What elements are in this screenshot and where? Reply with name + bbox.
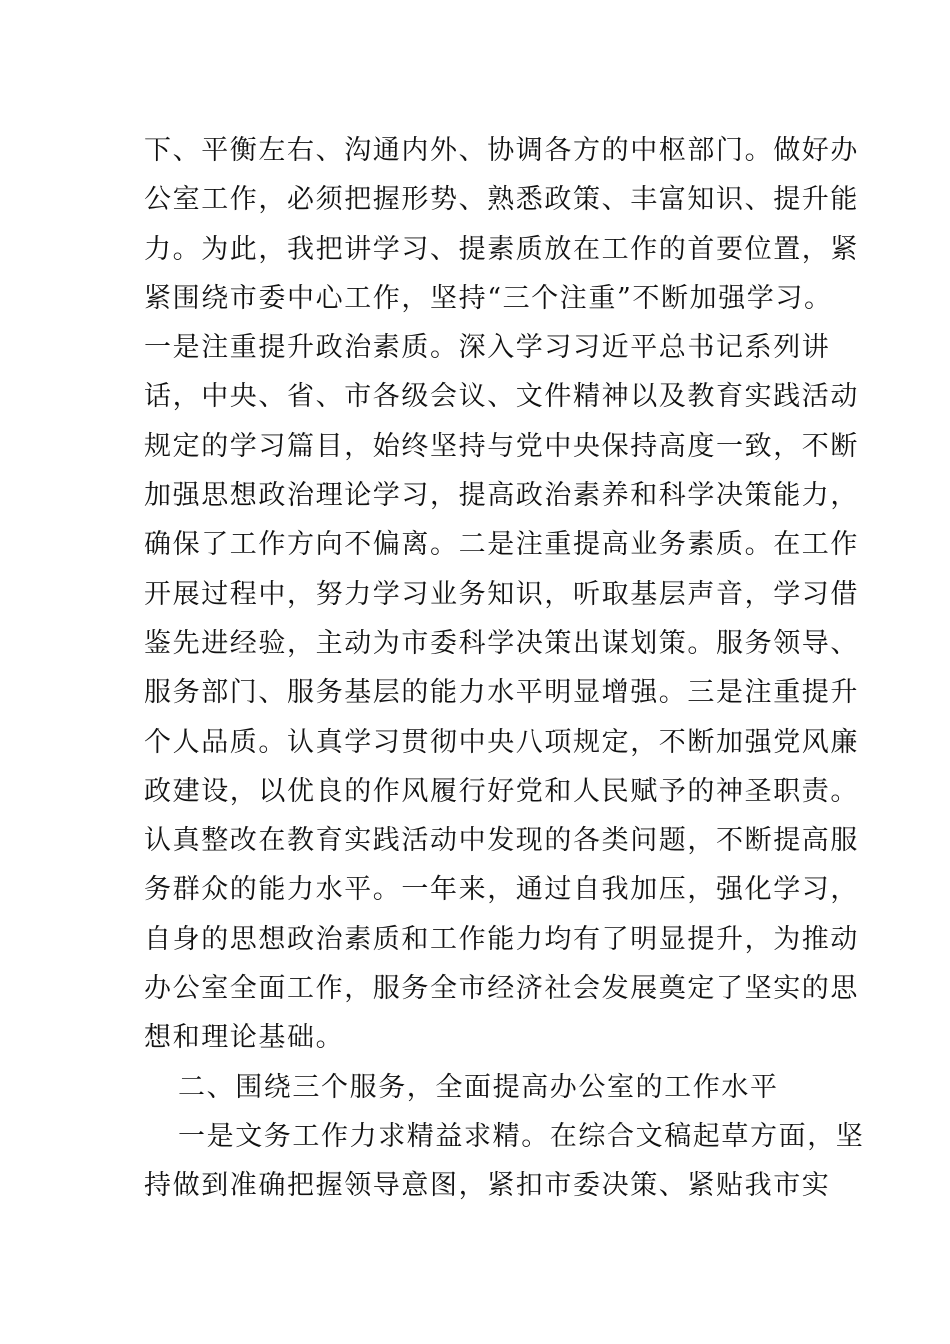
text-line: 紧围绕市委中心工作，坚持“三个注重”不断加强学习。 [144, 282, 833, 314]
text-line: 个人品质。认真学习贯彻中央八项规定，不断加强党风廉 [144, 726, 859, 758]
text-line: 加强思想政治理论学习，提高政治素养和科学决策能力， [144, 480, 859, 512]
section-heading: 二、围绕三个服务，全面提高办公室的工作水平 [178, 1071, 779, 1103]
text-line: 话，中央、省、市各级会议、文件精神以及教育实践活动 [144, 381, 859, 413]
text-line: 一是注重提升政治素质。深入学习习近平总书记系列讲 [144, 332, 831, 364]
text-line: 鉴先进经验，主动为市委科学决策出谋划策。服务领导、 [144, 627, 859, 659]
text-line: 务群众的能力水平。一年来，通过自我加压，强化学习， [144, 874, 859, 906]
text-line: 办公室全面工作，服务全市经济社会发展奠定了坚实的思 [144, 973, 859, 1005]
text-line: 力。为此，我把讲学习、提素质放在工作的首要位置，紧 [144, 233, 859, 265]
text-line: 认真整改在教育实践活动中发现的各类问题，不断提高服 [144, 825, 859, 857]
text-line: 规定的学习篇目，始终坚持与党中央保持高度一致，不断 [144, 430, 859, 462]
text-line: 服务部门、服务基层的能力水平明显增强。三是注重提升 [144, 677, 859, 709]
text-line: 想和理论基础。 [144, 1022, 345, 1054]
body-text [144, 126, 865, 1211]
text-line: 自身的思想政治素质和工作能力均有了明显提升，为推动 [144, 923, 859, 955]
text-line: 一是文务工作力求精益求精。在综合文稿起草方面，坚 [178, 1120, 865, 1152]
text-line: 政建设，以优良的作风履行好党和人民赋予的神圣职责。 [144, 775, 859, 807]
text-line: 确保了工作方向不偏离。二是注重提高业务素质。在工作 [144, 529, 859, 561]
text-line: 下、平衡左右、沟通内外、协调各方的中枢部门。做好办 [144, 135, 859, 166]
text-line: 持做到准确把握领导意图，紧扣市委决策、紧贴我市实 [144, 1170, 831, 1202]
text-line: 公室工作，必须把握形势、熟悉政策、丰富知识、提升能 [144, 184, 859, 216]
text-line: 开展过程中，努力学习业务知识，听取基层声音，学习借 [144, 578, 859, 610]
